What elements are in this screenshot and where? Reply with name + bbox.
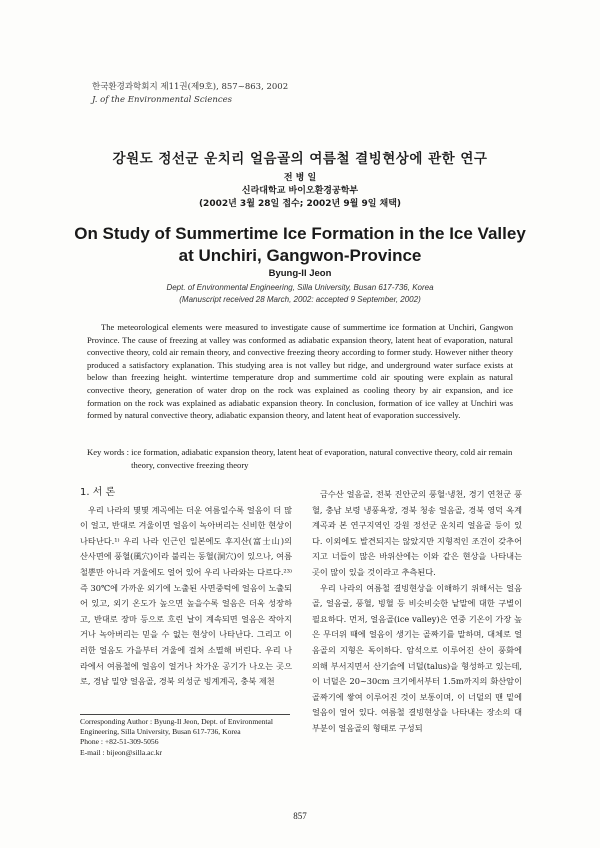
english-author: Byung-Il Jeon (268, 268, 332, 279)
journal-citation: 한국환경과학회지 제11권(제9호), 857~863, 2002 (92, 82, 289, 92)
footnote-email: E-mail : bijeon@silla.ac.kr (80, 747, 163, 757)
korean-author-block (0, 172, 600, 211)
keywords (87, 446, 513, 472)
journal-name: J. of the Environmental Sciences (92, 95, 233, 105)
korean-author: 전 병 일 (283, 173, 317, 183)
body-paragraph: 우리 나라의 몇몇 계곡에는 더운 여름일수록 얼음이 더 많이 얼고, 반대로 겨울이면 얼음이 녹아버리는 신비한 현상이 나타난다.¹⁾ 우리 나라 인근인 일본에도 후지산(富士山)의 산사면에 풍혈(風穴)이라 불리는 동혈(洞穴)이 있으나, 여름철뿐만 아니라 겨울에도 얼어 있어 우리 나라와는 다르다.²³⁾ 즉 30℃에 가까운 외기에 노출된 사면중턱에 얼음이 노출되어 있고, 외기 온도가 높으면 높을수록 얼음은 더욱 성장하고, 반대로 장마 등으로 흐린 날이 계속되면 얼음은 작아지거나 녹아버리는 믿을 수 없는 현상이 나타난다. 그리고 이러한 얼음도 가을부터 겨울에 걸쳐 소멸해 버린다. 우리 나라에서 여름철에 얼음이 얼거나 차가운 공기가 나오는 곳으로, 경남 밀양 얼음골, 경북 의성군 빙계계곡, 충북 제천 (80, 504, 292, 687)
page-number: 857 (293, 811, 307, 821)
journal-header (92, 81, 288, 107)
english-received: (Manuscript received 28 March, 2002: accepted 9 September, 2002) (179, 295, 421, 304)
body-paragraph: 금수산 얼음골, 전북 진안군의 풍혈·냉천, 경기 연천군 풍혈, 충남 보령 냉풍욕장, 경북 청송 얼음골, 경북 영덕 옥계계곡과 본 연구지역인 강원 정선군 운치리 얼음골 등이 있다. 이외에도 발견되지는 않았지만 지형적인 조건이 갖추어지고 너들이 많은 바위산에는 이와 같은 현상을 나타내는 곳이 많이 있을 것이라고 추측된다. (312, 489, 522, 577)
left-column (80, 485, 292, 690)
right-column (312, 487, 522, 737)
footnote-divider (80, 714, 290, 715)
korean-affiliation: 신라대학교 바이오환경공학부 (241, 186, 359, 196)
keywords-label: Key words : (87, 447, 132, 457)
footnote-author: Corresponding Author : Byung-Il Jeon, Dept. of Environmental Engineering, Silla University, Busan 617-736, Korea (80, 717, 273, 737)
english-title-line1: On Study of Summertime Ice Formation in the Ice Valley (74, 224, 526, 243)
section-heading: 1. 서 론 (80, 487, 116, 498)
footnote (80, 717, 295, 758)
footnote-phone: Phone : +82-51-309-5056 (80, 737, 159, 747)
korean-title: 강원도 정선군 운치리 얼음골의 여름철 결빙현상에 관한 연구 (112, 151, 488, 167)
abstract: The meteorological elements were measured to investigate cause of summertime ice formation at Unchiri, Gangwon Province. The cause of freezing at valley was conformed as adiabatic expansion theory, latent heat of evaporation, natural convective theory, cold air remain theory, and convective freezing theory according to former study. However nither theory produced a satisfactory explanation. This studying area is not valley but ridge, and underground water surface exists at below than freezing height. wintertime temperature drop and summertime cold air spouting were explain as natural convective theory, generation of water drop on the rock was explained as cooling theory by air expansion, and ice formation on the rock was explained as adiabatic expansion theory. In conclusion, formation of ice valley at Unchiri was formed by natural convective theory, adiabatic expansion theory, and latent heat of evaporation successively. (87, 322, 513, 421)
english-affiliation: Dept. of Environmental Engineering, Silla University, Busan 617-736, Korea (166, 283, 434, 292)
english-title-line2: at Unchiri, Gangwon-Province (178, 246, 422, 265)
korean-received: (2002년 3월 28일 접수; 2002년 9월 9일 채택) (198, 199, 402, 209)
body-paragraph: 우리 나라의 여름철 결빙현상을 이해하기 위해서는 얼음골, 얼음굴, 풍혈, 빙혈 등 비슷비슷한 낱말에 대한 구별이 필요하다. 먼저, 얼음골(ice valley)은 연중 기온이 가장 높은 무더위 때에 얼음이 생기는 골짜기를 말하며, 대체로 얼음골의 지형은 독이하다. 암석으로 이루어진 산이 풍화에 의해 부서지면서 산기슭에 너덜(talus)을 형성하고 있는데, 이 너덜은 20~30cm 크기에서부터 1.5m까지의 화산암이 골짜기에 쌓여 이루어진 것이 보통이며, 이 너덜의 맨 밑에 얼음이 얼어 있다. 여름철 결빙현상을 나타내는 장소의 대부분이 얼음골의 형태로 구성되 (312, 582, 522, 733)
english-title (0, 223, 600, 267)
english-affiliation-block (0, 282, 600, 306)
keywords-text: ice formation, adiabatic expansion theory, latent heat of evaporation, natural convective theory, cold air remain theory, convective freezing theory (131, 447, 513, 470)
